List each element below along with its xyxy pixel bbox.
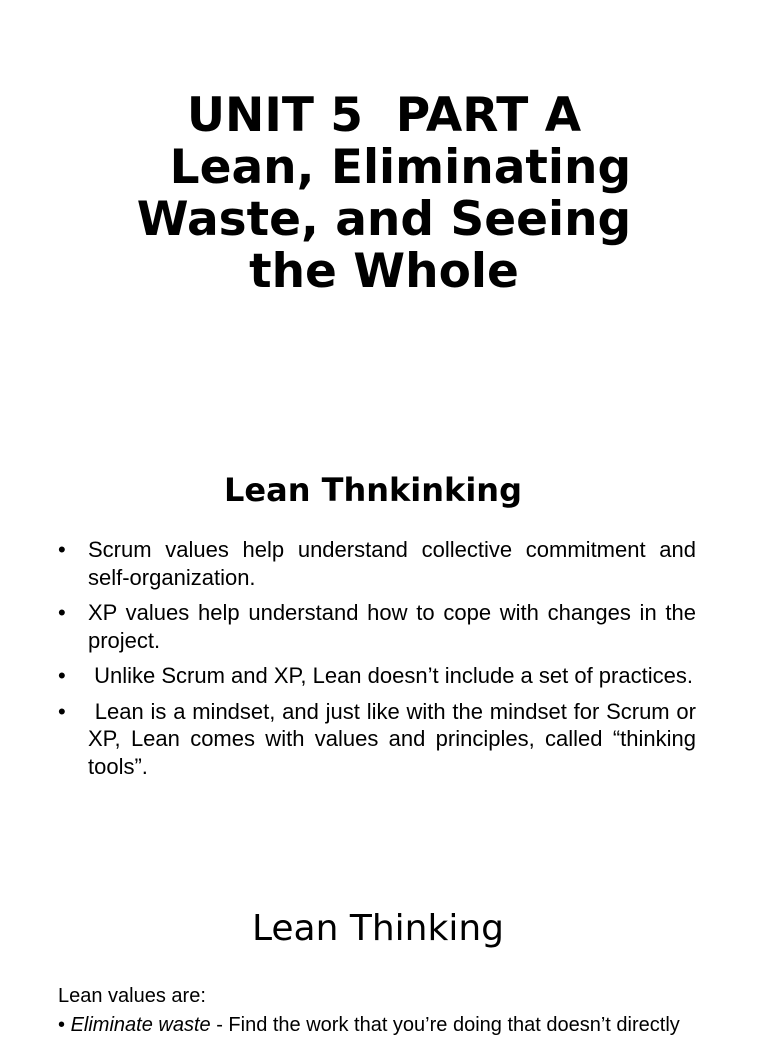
values-bullet-dot: • [58, 1014, 66, 1036]
values-item-term: Eliminate waste [70, 1014, 211, 1036]
title-line-4: the Whole [249, 244, 519, 299]
lean-values-first-item [58, 1011, 758, 1039]
title-line-2: Lean, Eliminating [136, 140, 632, 195]
bullet-item [56, 599, 696, 654]
bullet-text: Lean is a mindset, and just like with the mindset for Scrum or XP, Lean comes with values and principles, called “thinking tools”. [88, 698, 703, 779]
lean-thinking-heading: Lean Thinking [251, 908, 505, 949]
values-item-text: - Find the work that you’re doing that doesn’t directly [210, 1014, 680, 1036]
bullet-text: Unlike Scrum and XP, Lean doesn’t include a set of practices. [88, 663, 693, 688]
bullet-dot: • [58, 698, 66, 724]
title-line-1: UNIT 5 PART A [186, 88, 582, 143]
bullet-text: Scrum values help understand collective commitment and self-organization. [88, 537, 696, 590]
bullet-dot: • [58, 663, 66, 688]
lean-thinking-heading-bold: Lean Thnkinking [224, 471, 522, 509]
bullet-item [56, 698, 703, 781]
lean-values-intro: Lean values are: [58, 985, 206, 1007]
bullet-item [56, 662, 696, 690]
bullet-item [56, 536, 696, 591]
bullet-dot: • [58, 600, 66, 625]
lean-bullet-list [56, 536, 703, 788]
title-line-3: Waste, and Seeing [136, 192, 632, 247]
bullet-text: XP values help understand how to cope with changes in the project. [88, 600, 696, 653]
bullet-dot: • [58, 537, 66, 562]
slide-title [0, 90, 768, 298]
